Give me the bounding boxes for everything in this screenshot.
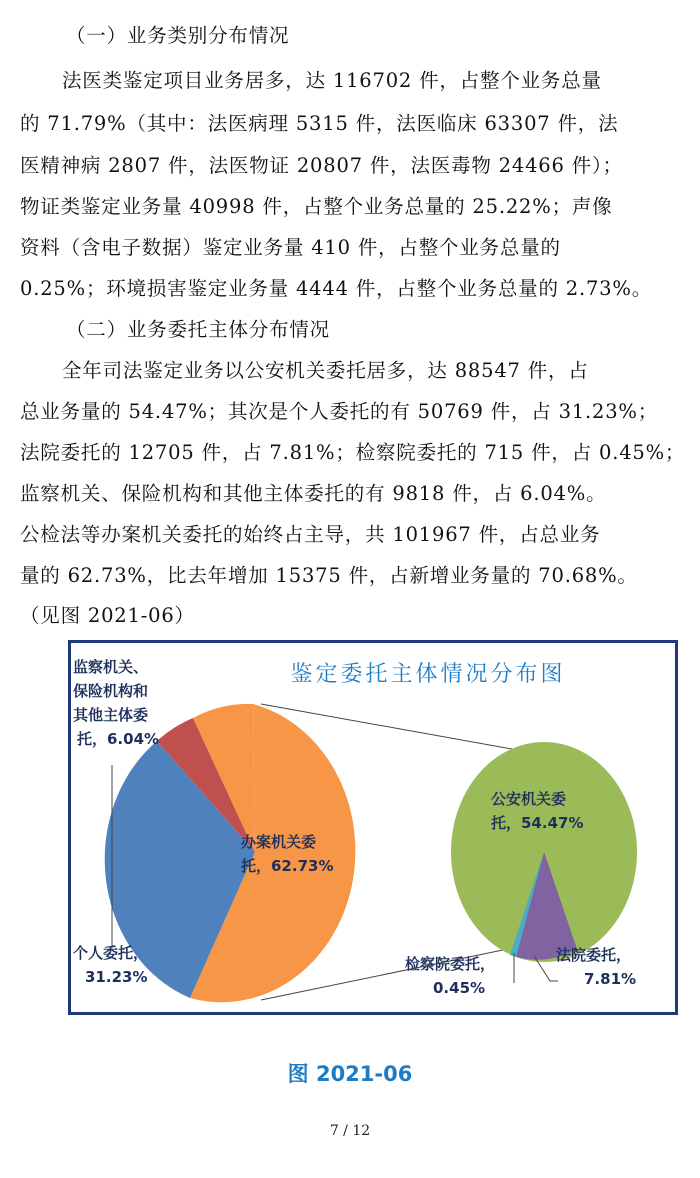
label-police: 公安机关委 托，54.47% [491,790,584,832]
section-heading-1: （一）业务类别分布情况 [66,24,290,47]
figure-reference: （见图 2021-06） [20,604,195,627]
label-court: 法院委托， 7.81% [556,946,637,988]
figure-caption: 图 2021-06 [287,1062,413,1086]
section-heading-2: （二）业务委托主体分布情况 [66,318,330,341]
paragraph-line: 法院委托的 12705 件，占 7.81%；检察院委托的 715 件，占 0.45%； [20,441,686,464]
paragraph-line: 量的 62.73%，比去年增加 15375 件，占新增业务量的 70.68%。 [20,564,638,587]
paragraph-line: 监察机关、保险机构和其他主体委托的有 9818 件，占 6.04%。 [20,482,607,505]
paragraph-line: 物证类鉴定业务量 40998 件，占整个业务总量的 25.22%；声像 [20,195,613,218]
breakdown-pie [451,742,637,962]
label-case-agencies: 办案机关委 托，62.73% [241,833,334,875]
label-personal: 个人委托， 31.23% [73,944,149,986]
paragraph-line: 0.25%；环境损害鉴定业务量 4444 件，占整个业务总量的 2.73%。 [20,277,653,300]
label-other: 监察机关、 保险机构和 其他主体委 托，6.04% [73,658,160,748]
paragraph-line: 公检法等办案机关委托的始终占主导，共 101967 件，占总业务 [20,523,601,546]
paragraph-line: 总业务量的 54.47%；其次是个人委托的有 50769 件，占 31.23%； [20,400,659,423]
page-number: 7 / 12 [329,1123,371,1139]
paragraph-line: 医精神病 2807 件，法医物证 20807 件，法医毒物 24466 件）； [20,154,623,177]
chart-frame [68,640,678,1015]
paragraph-line: 法医类鉴定项目业务居多，达 116702 件，占整个业务总量 [62,69,602,92]
chart-title: 鉴定委托主体情况分布图 [290,662,566,687]
paragraph-line: 的 71.79%（其中：法医病理 5315 件，法医临床 63307 件，法 [20,112,619,135]
paragraph-line: 资料（含电子数据）鉴定业务量 410 件，占整个业务总量的 [20,236,561,259]
paragraph-line: 全年司法鉴定业务以公安机关委托居多，达 88547 件，占 [62,359,589,382]
label-procuratorate: 检察院委托， 0.45% [405,955,496,997]
